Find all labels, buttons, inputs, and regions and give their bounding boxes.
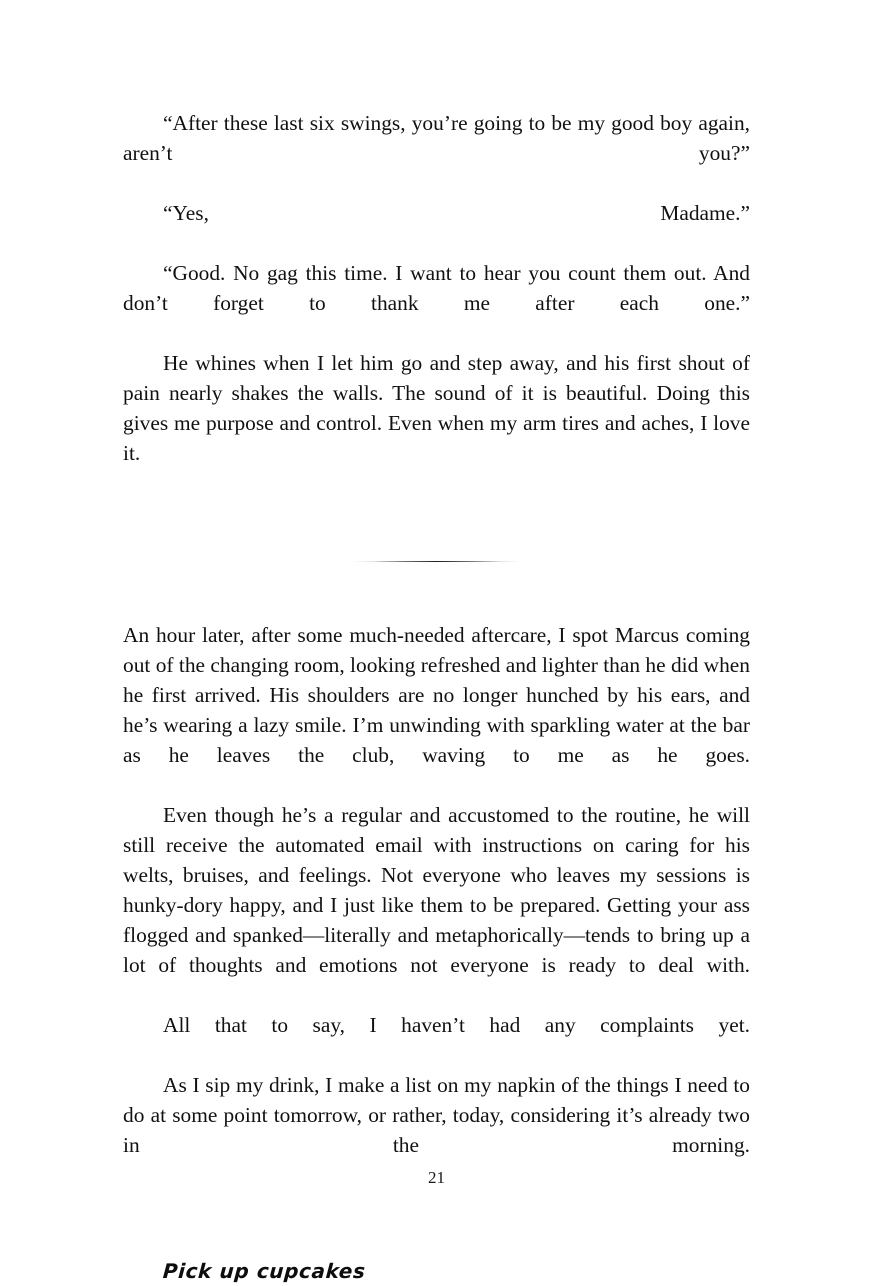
section-two [123,620,750,1190]
list-item: Pick up cupcakes [162,1259,367,1283]
napkin-list [123,1256,750,1286]
page-number: 21 [428,1168,445,1187]
paragraph: All that to say, I haven’t had any complaints yet. [163,1013,750,1037]
scene-break-rule-icon [352,561,522,562]
paragraph: An hour later, after some much-needed aftercare, I spot Marcus coming out of the changing room, looking refreshed and lighter than he did when he first arrived. His shoulders are no longer hunched by his ears, and he’s wearing a lazy smile. I’m unwinding with sparkling water at the bar as he leaves the club, waving to me as he goes. [123,623,750,767]
paragraph: “Good. No gag this time. I want to hear you count them out. And don’t forget to thank me after each one.” [123,261,750,315]
section-one [123,108,750,498]
paragraph: “After these last six swings, you’re going to be my good boy again, aren’t you?” [123,111,750,165]
paragraph: “Yes, Madame.” [163,201,750,225]
text-column [123,108,750,1286]
spacer [123,1190,750,1256]
paragraph: Even though he’s a regular and accustomed to the routine, he will still receive the automated email with instructions on caring for his welts, bruises, and feelings. Not everyone who leaves my sessions is hunky-dory happy, and I just like them to be prepared. Getting your ass flogged and spanked—literally and metaphorically—tends to bring up a lot of thoughts and emotions not everyone is ready to deal with. [123,803,750,977]
paragraph: He whines when I let him go and step away, and his first shout of pain nearly shakes the walls. The sound of it is beautiful. Doing this gives me purpose and control. Even when my arm tires and aches, I love it. [123,351,750,465]
paragraph: As I sip my drink, I make a list on my napkin of the things I need to do at some point tomorrow, or rather, today, considering it’s already two in the morning. [123,1073,750,1157]
scene-break-divider [123,498,750,620]
